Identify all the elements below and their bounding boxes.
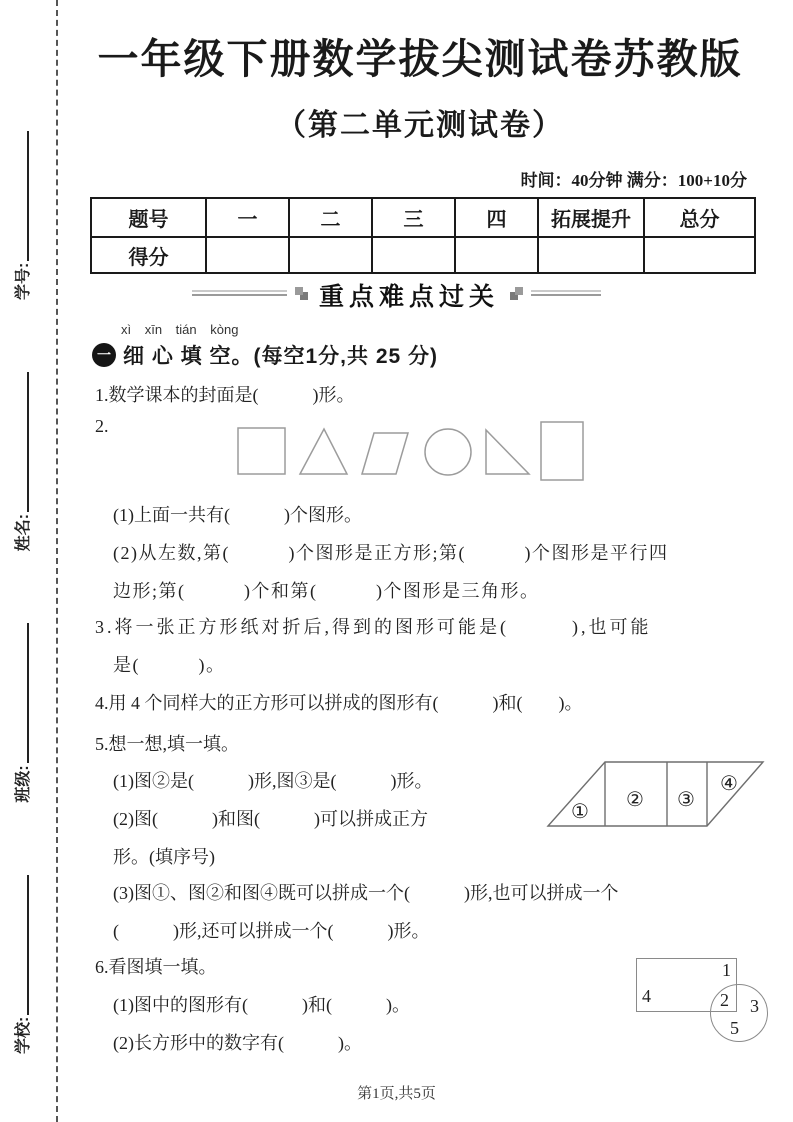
question-2-2-line1: (2)从左数,第( )个图形是正方形;第( )个图形是平行四 bbox=[113, 543, 669, 563]
sidebar-label-school: 学校: bbox=[14, 1016, 32, 1054]
question-2-1-text: (1)上面一共有( )个图形。 bbox=[113, 505, 362, 525]
score-table-header-4: 四 bbox=[455, 198, 538, 237]
question-5-text: 5.想一想,填一填。 bbox=[95, 734, 239, 754]
question-2-number: 2. bbox=[95, 416, 109, 436]
sidebar-label-name: 姓名: bbox=[14, 513, 32, 552]
score-cell-1 bbox=[206, 237, 289, 273]
score-cell-2 bbox=[289, 237, 372, 273]
section-number-badge-icon: 一 bbox=[92, 343, 116, 367]
banner-left-quote-icon bbox=[295, 287, 303, 295]
question-6-overlap-figure bbox=[626, 946, 791, 1051]
sidebar-label-student-id: 学号: bbox=[14, 262, 32, 300]
binding-dashed-line bbox=[56, 0, 58, 1122]
school-blank-line bbox=[13, 875, 29, 1015]
score-cell-4 bbox=[455, 237, 538, 273]
score-table bbox=[90, 197, 756, 274]
parallelogram-shape bbox=[362, 433, 408, 474]
question-5-2-line1: (2)图( )和图( )可以拼成正方 bbox=[113, 809, 428, 829]
page-title: 一年级下册数学拔尖测试卷苏教版 bbox=[97, 36, 743, 82]
page-footer: 第1页,共5页 bbox=[357, 1086, 436, 1102]
figure5-label-1: ① bbox=[571, 801, 589, 823]
question-5-3-line2: ( )形,还可以拼成一个( )形。 bbox=[113, 921, 430, 941]
score-cell-3 bbox=[372, 237, 455, 273]
score-table-header-extension: 拓展提升 bbox=[538, 198, 644, 237]
score-table-header-2: 二 bbox=[289, 198, 372, 237]
score-row-label: 得分 bbox=[91, 237, 206, 273]
exam-time-score-info: 时间：40分钟 满分：100+10分 bbox=[520, 171, 747, 190]
banner-left-line bbox=[192, 294, 287, 296]
figure6-number-3: 3 bbox=[750, 996, 759, 1016]
figure6-number-1: 1 bbox=[722, 960, 731, 980]
square-shape bbox=[238, 428, 285, 474]
banner-right-line bbox=[531, 294, 601, 296]
question-5-1-text: (1)图②是( )形,图③是( )形。 bbox=[113, 771, 433, 791]
score-cell-total bbox=[644, 237, 755, 273]
circle-shape bbox=[425, 429, 471, 475]
figure6-circle bbox=[710, 984, 768, 1042]
section-1-header bbox=[92, 340, 438, 370]
right-triangle-shape bbox=[486, 430, 529, 474]
question-5-parallelogram-figure bbox=[538, 754, 773, 834]
triangle-shape bbox=[300, 429, 347, 474]
page-subtitle: （第二单元测试卷） bbox=[276, 109, 564, 142]
score-table-header-timu: 题号 bbox=[91, 198, 206, 237]
question-4-text: 4.用 4 个同样大的正方形可以拼成的图形有( )和( )。 bbox=[95, 693, 583, 713]
question-5-2-line2: 形。(填序号) bbox=[113, 847, 215, 867]
section-1-title: 细 心 填 空。(每空1分,共 25 分) bbox=[123, 345, 439, 368]
figure5-label-3: ③ bbox=[677, 789, 695, 811]
section-1-pinyin: xì xīn tián kòng bbox=[121, 322, 239, 337]
figure5-label-2: ② bbox=[626, 789, 644, 811]
question-3-line2: 是( )。 bbox=[113, 655, 226, 675]
name-blank-line bbox=[13, 372, 29, 512]
rectangle-shape bbox=[541, 422, 583, 480]
key-points-banner bbox=[0, 277, 793, 313]
sidebar-label-class: 班级: bbox=[14, 765, 32, 803]
banner-right-quote-icon bbox=[515, 287, 523, 295]
class-blank-line bbox=[13, 623, 29, 763]
score-table-header-1: 一 bbox=[206, 198, 289, 237]
student-id-blank-line bbox=[13, 131, 29, 261]
figure6-number-2: 2 bbox=[720, 990, 729, 1010]
question-6-text: 6.看图填一填。 bbox=[95, 957, 217, 977]
question-2-2-line2: 边形;第( )个和第( )个图形是三角形。 bbox=[113, 581, 540, 601]
banner-title: 重点难点过关 bbox=[318, 283, 499, 311]
student-info-sidebar bbox=[4, 14, 38, 1114]
question-2-shapes-figure bbox=[232, 416, 592, 486]
question-6-2-text: (2)长方形中的数字有( )。 bbox=[113, 1033, 362, 1053]
question-5-3-line1: (3)图①、图②和图④既可以拼成一个( )形,也可以拼成一个 bbox=[113, 883, 619, 903]
figure6-number-5: 5 bbox=[730, 1018, 739, 1038]
question-6-1-text: (1)图中的图形有( )和( )。 bbox=[113, 995, 410, 1015]
figure5-label-4: ④ bbox=[720, 773, 738, 795]
score-cell-extension bbox=[538, 237, 644, 273]
question-3-line1: 3.将一张正方形纸对折后,得到的图形可能是( ),也可能 bbox=[95, 617, 652, 637]
score-table-header-3: 三 bbox=[372, 198, 455, 237]
figure6-number-4: 4 bbox=[642, 986, 651, 1006]
question-1-text: 1.数学课本的封面是( )形。 bbox=[95, 385, 355, 405]
score-table-header-total: 总分 bbox=[644, 198, 755, 237]
